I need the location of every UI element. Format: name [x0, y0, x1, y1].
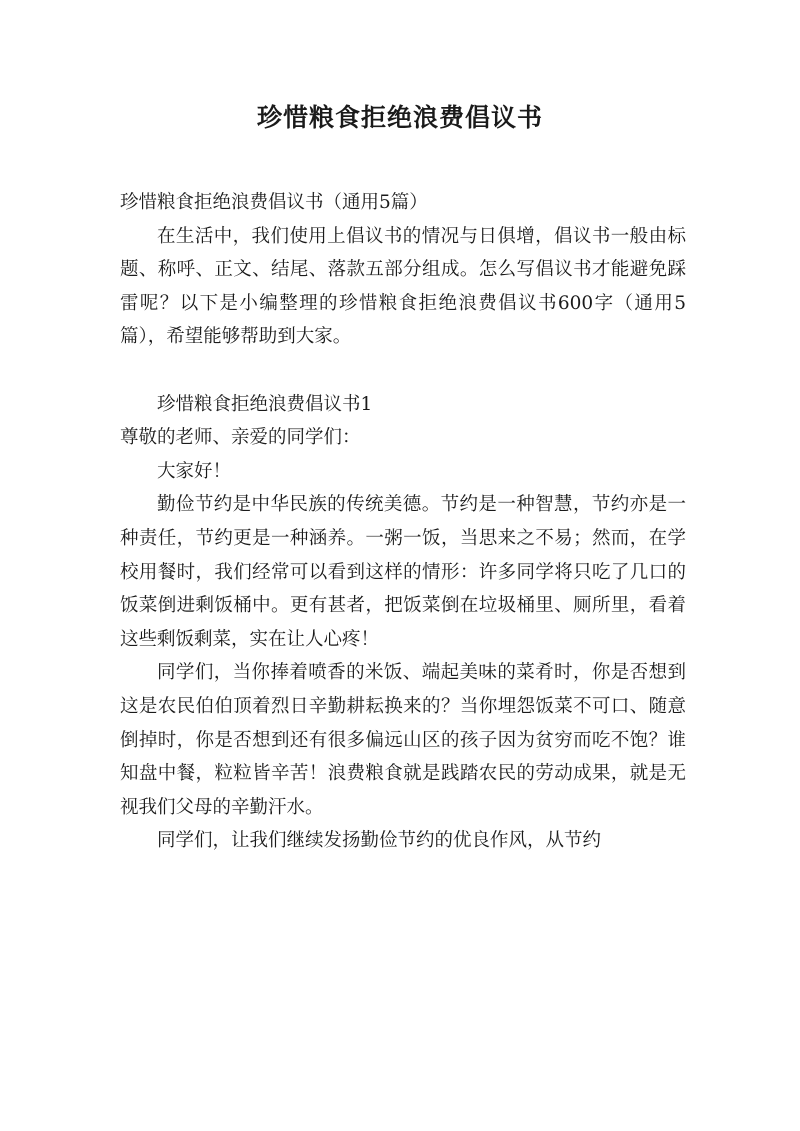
intro-paragraph: 在生活中，我们使用上倡议书的情况与日俱增，倡议书一般由标题、称呼、正文、结尾、落款五部分组成。怎么写倡议书才能避免踩雷呢？以下是小编整理的珍惜粮食拒绝浪费倡议书600字（通用5篇），希望能够帮助到大家。 — [120, 225, 686, 348]
blank-line — [120, 354, 686, 388]
greeting: 大家好！ — [157, 460, 232, 482]
body-paragraph-2: 同学们，当你捧着喷香的米饭、端起美味的菜肴时，你是否想到这是农民伯伯顶着烈日辛勤耕耘换来的？当你埋怨饭菜不可口、随意倒掉时，你是否想到还有很多偏远山区的孩子因为贫穷而吃不饱？谁知盘中餐，粒粒皆辛苦！浪费粮食就是践踏农民的劳动成果，就是无视我们父母的辛勤汗水。 — [120, 662, 686, 818]
document-body — [120, 186, 686, 858]
body-paragraph-1: 勤俭节约是中华民族的传统美德。节约是一种智慧，节约亦是一种责任，节约更是一种涵养。一粥一饭，当思来之不易；然而，在学校用餐时，我们经常可以看到这样的情形：许多同学将只吃了几口的饭菜倒进剩饭桶中。更有甚者，把饭菜倒在垃圾桶里、厕所里，看着这些剩饭剩菜，实在让人心疼！ — [120, 494, 686, 650]
section-heading: 珍惜粮食拒绝浪费倡议书1 — [157, 393, 373, 415]
body-paragraph-3: 同学们，让我们继续发扬勤俭节约的优良作风，从节约 — [157, 830, 602, 852]
document-subtitle: 珍惜粮食拒绝浪费倡议书（通用5篇） — [120, 192, 428, 213]
document-title: 珍惜粮食拒绝浪费倡议书 — [256, 103, 543, 132]
salutation: 尊敬的老师、亲爱的同学们： — [120, 427, 361, 449]
